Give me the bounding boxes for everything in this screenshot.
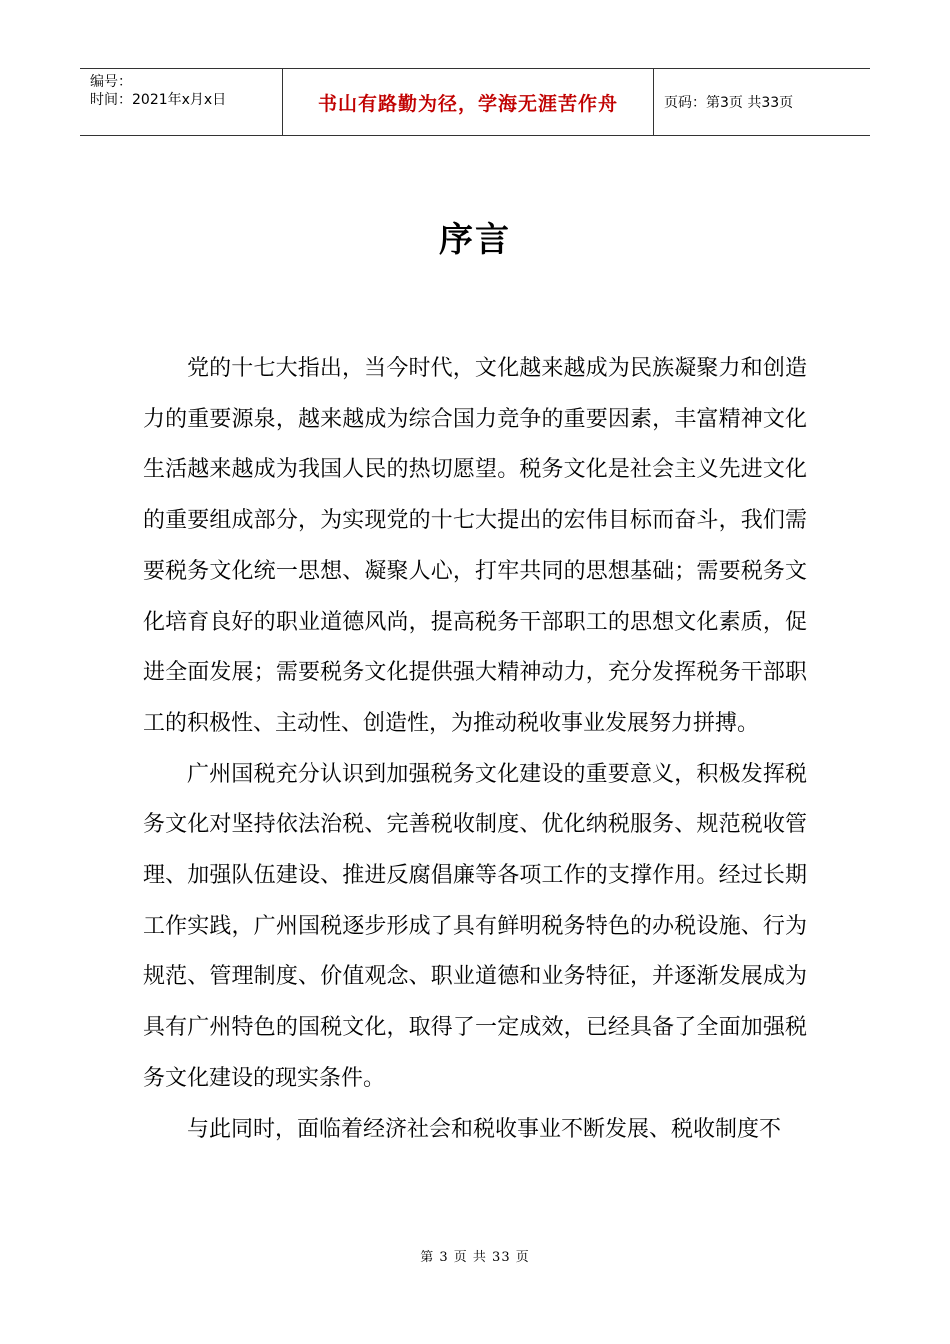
header-motto: 书山有路勤为径，学海无涯苦作舟	[282, 69, 654, 135]
paragraph: 党的十七大指出，当今时代，文化越来越成为民族凝聚力和创造力的重要源泉，越来越成为综合国力竞争的重要因素，丰富精神文化生活越来越成为我国人民的热切愿望。税务文化是社会主义先进文化的重要组成部分，为实现党的十七大提出的宏伟目标而奋斗，我们需要税务文化统一思想、凝聚人心，打牢共同的思想基础；需要税务文化培育良好的职业道德风尚，提高税务干部职工的思想文化素质，促进全面发展；需要税务文化提供强大精神动力，充分发挥税务干部职工的积极性、主动性、创造性，为推动税收事业发展努力拼搏。	[143, 356, 807, 736]
header-meta-cell	[80, 69, 282, 135]
number-label: 编号：	[90, 74, 132, 90]
paragraph: 广州国税充分认识到加强税务文化建设的重要意义，积极发挥税务文化对坚持依法治税、完善税收制度、优化纳税服务、规范税收管理、加强队伍建设、推进反腐倡廉等各项工作的支撑作用。经过长期工作实践，广州国税逐步形成了具有鲜明税务特色的办税设施、行为规范、管理制度、价值观念、职业道德和业务特征，并逐渐发展成为具有广州特色的国税文化，取得了一定成效，已经具备了全面加强税务文化建设的现实条件。	[143, 761, 807, 1091]
document-title: 序言	[439, 220, 511, 260]
page-footer: 第 3 页 共 33 页	[420, 1250, 530, 1265]
document-body	[143, 344, 807, 1155]
header-page-info: 页码：第3页 共33页	[664, 95, 794, 111]
document-header	[80, 68, 870, 136]
paragraph: 与此同时，面临着经济社会和税收事业不断发展、税收制度不	[187, 1116, 782, 1142]
date-label: 时间：2021年x月x日	[90, 92, 227, 108]
